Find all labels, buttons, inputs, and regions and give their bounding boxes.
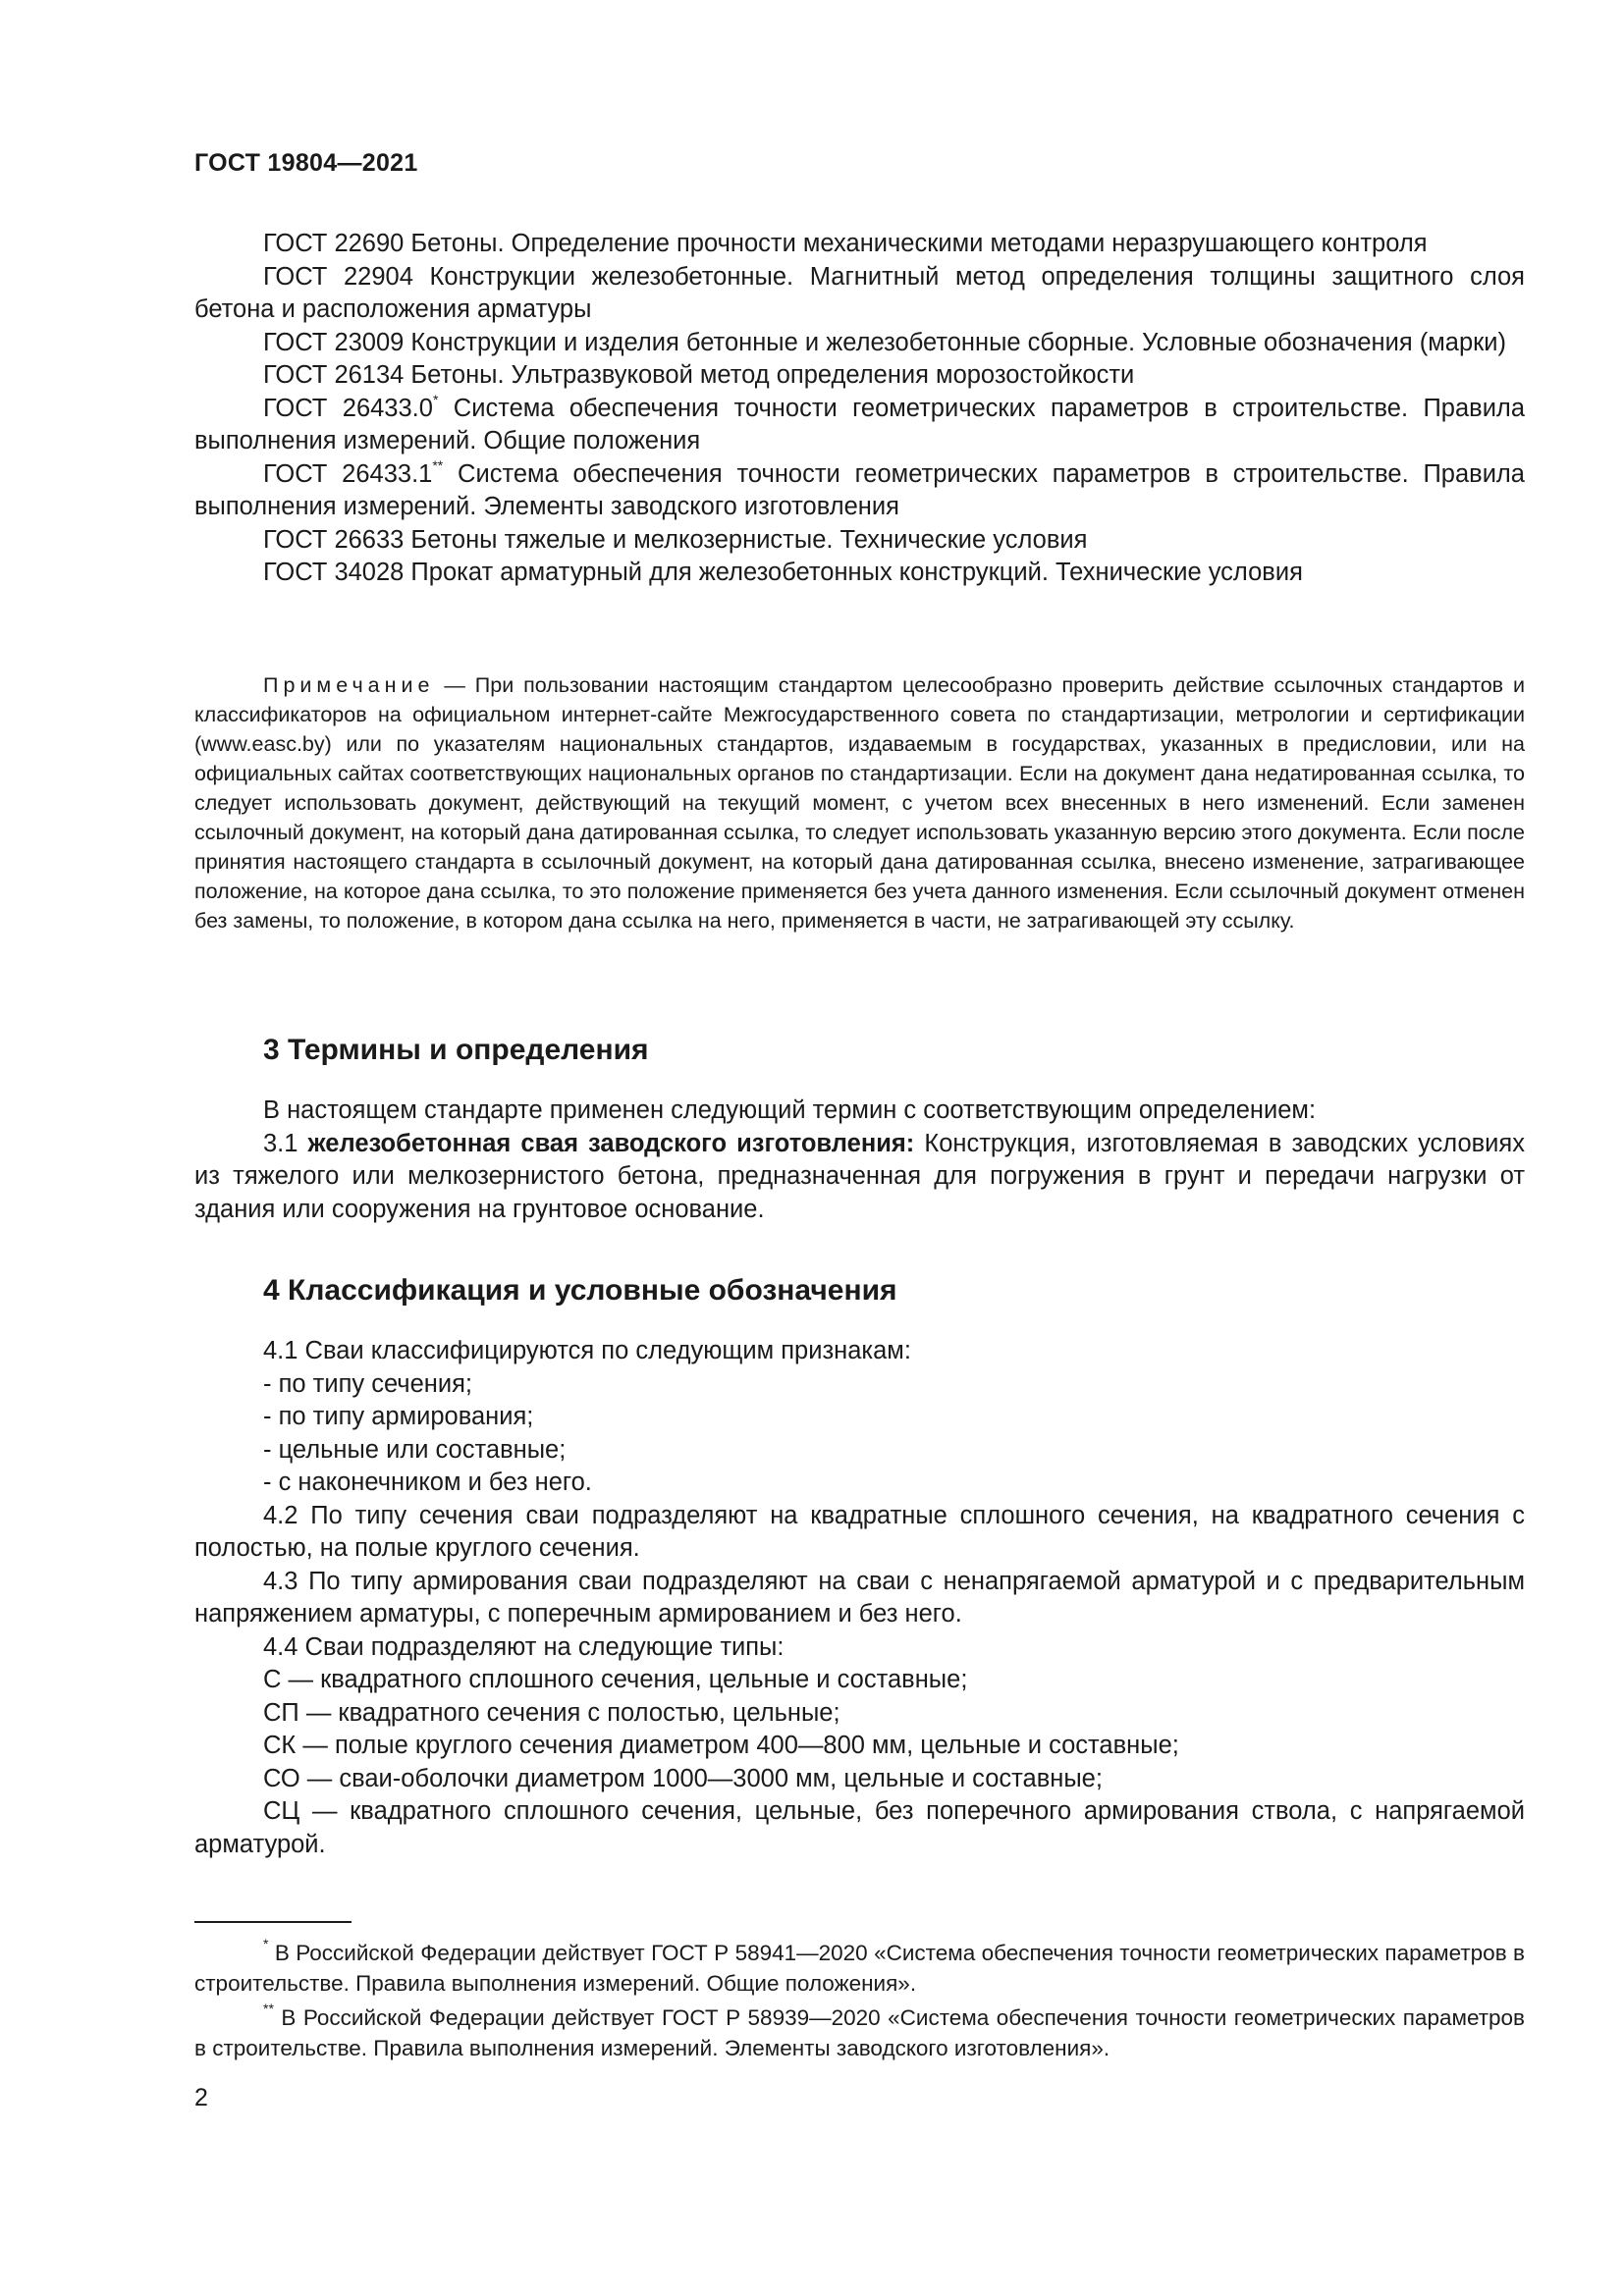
footnote-separator <box>194 1921 352 1923</box>
note-text: — При пользовании настоящим стандартом целесообразно проверить действие ссылочных стандартов и классификаторов на официальном интернет-сайте Межгосударственного совета по стандартизации, метрологии и сертификации (www.easc.by) или по указателям национальных стандартов, издаваемым в государствах, указанных в предисловии, или на официальных сайтах соответствующих национальных органов по стандартизации. Если на документ дана недатированная ссылка, то следует использовать документ, действующий на текущий момент, с учетом всех внесенных в него изменений. Если заменен ссылочный документ, на который дана датированная ссылка, то следует использовать указанную версию этого документа. Если после принятия настоящего стандарта в ссылочный документ, на который дана датированная ссылка, внесено изменение, затрагивающее положение, на которое дана ссылка, то это положение применяется без учета данного изменения. Если ссылочный документ отменен без замены, то положение, в котором дана ссылка на него, применяется в части, не затрагивающей эту ссылку. <box>194 673 1525 933</box>
document-page <box>194 0 1525 2296</box>
pile-type-item: СК — полые круглого сечения диаметром 400—800 мм, цельные и составные; <box>263 1732 1179 1759</box>
reference-title: Система обеспечения точности геометрических параметров в строительстве. Правила выполнения измерений. Общие положения <box>194 394 1525 454</box>
section-4-heading: 4 Классификация и условные обозначения <box>263 1274 897 1307</box>
pile-type-item: СЦ — квадратного сплошного сечения, цельные, без поперечного армирования ствола, с напрягаемой арматурой. <box>194 1797 1525 1858</box>
pile-type-item: С — квадратного сплошного сечения, цельные и составные; <box>263 1666 968 1693</box>
footnote-item <box>194 1938 1525 1999</box>
clause-4-2: 4.2 По типу сечения сваи подразделяют на квадратные сплошного сечения, на квадратного сечения с полостью, на полые круглого сечения. <box>194 1501 1525 1562</box>
clause-4-3: 4.3 По типу армирования сваи подразделяют на сваи с ненапрягаемой арматурой и с предварительным напряжением арматуры, с поперечным армированием и без него. <box>194 1567 1525 1628</box>
reference-item <box>194 393 1525 458</box>
normative-references <box>194 228 1525 590</box>
reference-item: ГОСТ 22904 Конструкции железобетонные. Магнитный метод определения толщины защитного слоя бетона и расположения арматуры <box>194 262 1525 323</box>
footnote-marker[interactable]: * <box>432 391 439 407</box>
reference-code: ГОСТ 26433.1 <box>263 459 433 488</box>
note-paragraph <box>194 670 1525 935</box>
reference-code: ГОСТ 26433.0 <box>263 394 433 422</box>
section-4-body <box>194 1335 1525 1861</box>
term-definition-text: Конструкция, изготовляемая в заводских условиях из тяжелого или мелкозернистого бетона, предназначенная для погружения в грунт и передачи нагрузки от здания или сооружения на грунтовое основание. <box>194 1129 1525 1223</box>
footnote-mark: ** <box>263 2001 274 2016</box>
note-block <box>194 670 1525 935</box>
section-3-heading: 3 Термины и определения <box>263 1034 649 1066</box>
footnote-mark: * <box>263 1936 269 1951</box>
reference-item: ГОСТ 34028 Прокат арматурный для железобетонных конструкций. Технические условия <box>263 559 1303 586</box>
term-definition <box>194 1128 1525 1227</box>
pile-type-item: СП — квадратного сечения с полостью, цельные; <box>263 1698 840 1727</box>
reference-title: Система обеспечения точности геометрических параметров в строительстве. Правила выполнения измерений. Элементы заводского изготовления <box>194 459 1525 520</box>
section-3-intro: В настоящем стандарте применен следующий термин с соответствующим определением: <box>263 1096 1317 1124</box>
criteria-item: - с наконечником и без него. <box>263 1468 592 1496</box>
term-name: железобетонная свая заводского изготовления: <box>307 1129 915 1157</box>
reference-item: ГОСТ 26134 Бетоны. Ультразвуковой метод определения морозостойкости <box>263 361 1135 389</box>
reference-item <box>194 458 1525 524</box>
footnote-text: В Российской Федерации действует ГОСТ Р 58939—2020 «Система обеспечения точности геометрических параметров в строительстве. Правила выполнения измерений. Элементы заводского изготовления». <box>194 2005 1525 2060</box>
footnotes <box>194 1938 1525 2067</box>
reference-item: ГОСТ 23009 Конструкции и изделия бетонные и железобетонные сборные. Условные обозначения (марки) <box>263 328 1507 356</box>
section-3-body <box>194 1095 1525 1226</box>
footnote-marker[interactable]: ** <box>432 456 444 473</box>
criteria-item: - по типу сечения; <box>263 1369 472 1398</box>
clause-4-4: 4.4 Сваи подразделяют на следующие типы: <box>263 1632 785 1661</box>
document-header: ГОСТ 19804—2021 <box>194 149 418 177</box>
term-number: 3.1 <box>263 1129 308 1157</box>
pile-type-item: СО — сваи-оболочки диаметром 1000—3000 мм, цельные и составные; <box>263 1764 1103 1792</box>
criteria-item: - по типу армирования; <box>263 1403 534 1430</box>
criteria-item: - цельные или составные; <box>263 1435 567 1464</box>
page-number: 2 <box>194 2084 208 2111</box>
reference-item: ГОСТ 26633 Бетоны тяжелые и мелкозернистые. Технические условия <box>263 525 1088 554</box>
footnote-text: В Российской Федерации действует ГОСТ Р 58941—2020 «Система обеспечения точности геометрических параметров в строительстве. Правила выполнения измерений. Общие положения». <box>194 1941 1525 1996</box>
reference-item: ГОСТ 22690 Бетоны. Определение прочности механическими методами неразрушающего контроля <box>263 230 1428 257</box>
note-label: Примечание <box>263 673 435 697</box>
footnote-item <box>194 2002 1525 2063</box>
clause-4-1: 4.1 Сваи классифицируются по следующим признакам: <box>263 1337 911 1364</box>
